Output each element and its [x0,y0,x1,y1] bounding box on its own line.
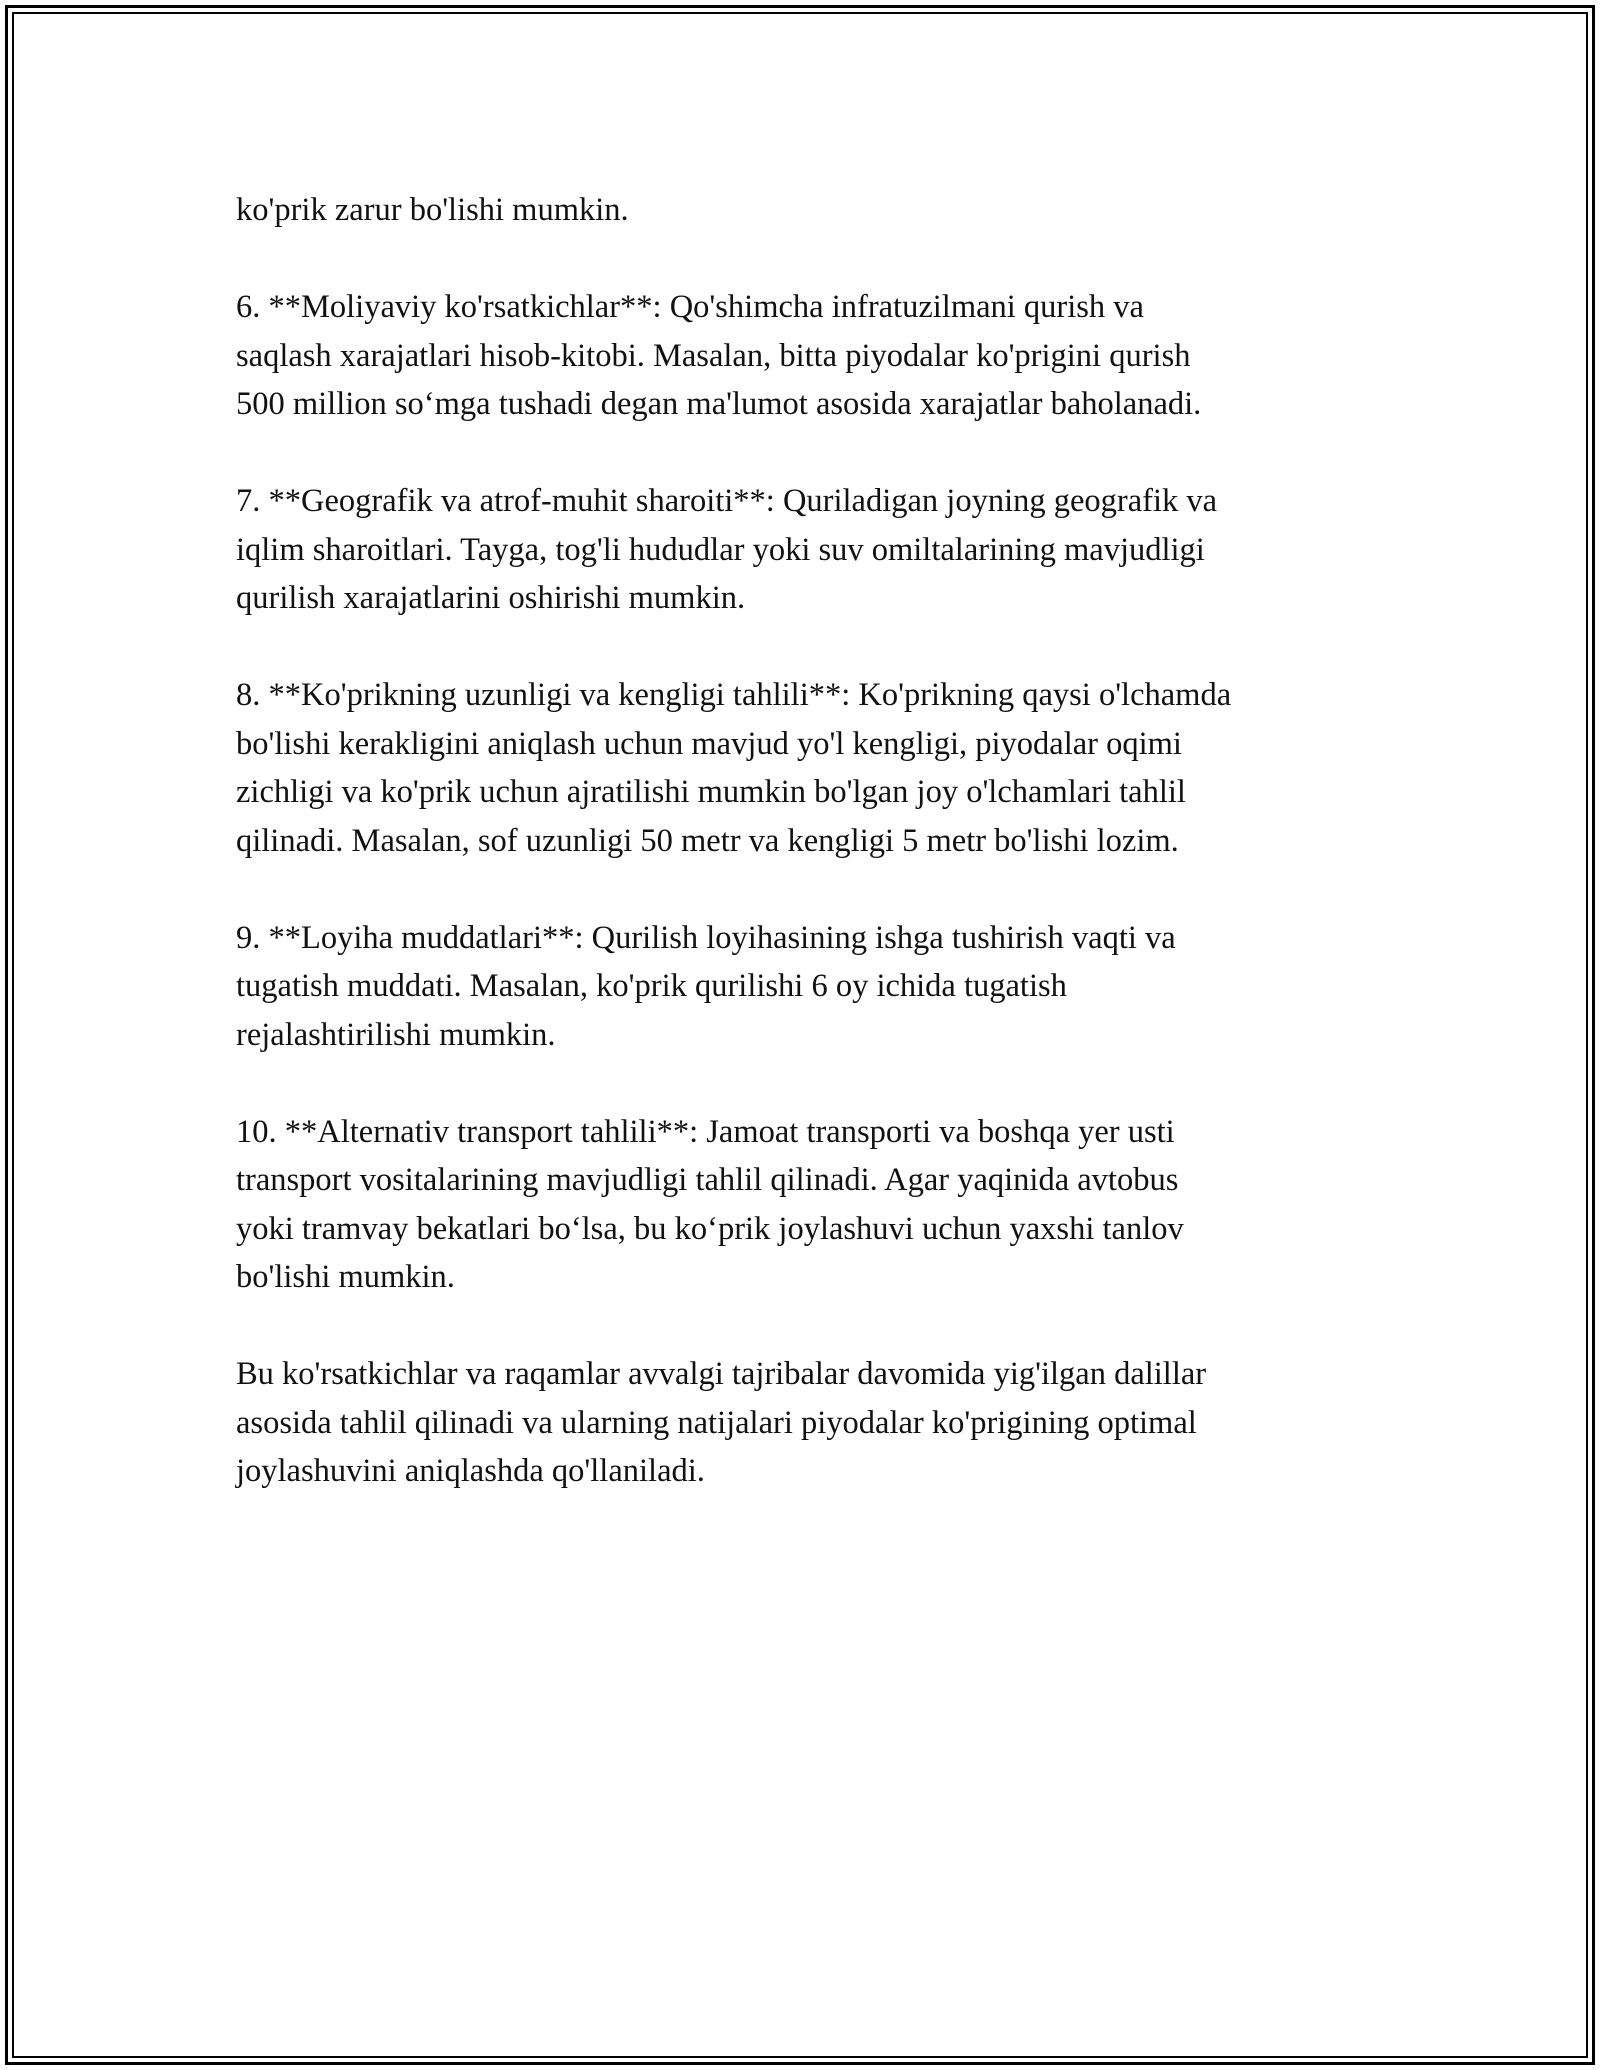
text-line: yoki tramvay bekatlari bo‘lsa, bu ko‘prik joylashuvi uchun yaxshi tanlov [236,1210,1184,1247]
paragraph-intro-continuation [236,186,1386,235]
document-body [236,186,1386,1544]
paragraph-item-7 [236,477,1386,623]
text-line: transport vositalarining mavjudligi tahlil qilinadi. Agar yaqinida avtobus [236,1162,1179,1198]
text-line: ko'prik zarur bo'lishi mumkin. [236,192,629,228]
text-line: zichligi va ko'prik uchun ajratilishi mumkin bo'lgan joy o'lchamlari tahlil [236,774,1186,810]
text-line: 6. **Moliyaviy ko'rsatkichlar**: Qo'shimcha infratuzilmani qurish va [236,289,1144,325]
text-line: 500 million so‘mga tushadi degan ma'lumot asosida xarajatlar baholanadi. [236,386,1202,422]
paragraph-item-9 [236,914,1386,1060]
text-line: 9. **Loyiha muddatlari**: Qurilish loyihasining ishga tushirish vaqti va [236,919,1176,956]
text-line: 8. **Ko'prikning uzunligi va kengligi tahlili**: Ko'prikning qaysi o'lchamda [236,677,1232,713]
text-line: asosida tahlil qilinadi va ularning natijalari piyodalar ko'prigining optimal [236,1404,1197,1441]
paragraph-conclusion [236,1350,1386,1496]
text-line: iqlim sharoitlari. Tayga, tog'li hududlar yoki suv omiltalarining mavjudligi [236,531,1205,568]
text-line: saqlash xarajatlari hisob-kitobi. Masalan, bitta piyodalar ko'prigini qurish [236,337,1191,374]
text-line: tugatish muddati. Masalan, ko'prik qurilishi 6 oy ichida tugatish [236,968,1067,1004]
text-line: 7. **Geografik va atrof-muhit sharoiti**: Quriladigan joyning geografik va [236,483,1218,519]
text-line: joylashuvini aniqlashda qo'llaniladi. [236,1453,705,1489]
text-line: rejalashtirilishi mumkin. [236,1016,556,1053]
paragraph-item-8 [236,671,1386,865]
text-line: qurilish xarajatlarini oshirishi mumkin. [236,580,746,616]
text-line: qilinadi. Masalan, sof uzunligi 50 metr va kengligi 5 metr bo'lishi lozim. [236,822,1179,859]
text-line: Bu ko'rsatkichlar va raqamlar avvalgi tajribalar davomida yig'ilgan dalillar [236,1356,1207,1392]
paragraph-item-6 [236,283,1386,429]
paragraph-item-10 [236,1108,1386,1302]
text-line: bo'lishi mumkin. [236,1259,455,1295]
text-line: bo'lishi kerakligini aniqlash uchun mavjud yo'l kengligi, piyodalar oqimi [236,725,1182,762]
text-line: 10. **Alternativ transport tahlili**: Jamoat transporti va boshqa yer usti [236,1113,1175,1150]
